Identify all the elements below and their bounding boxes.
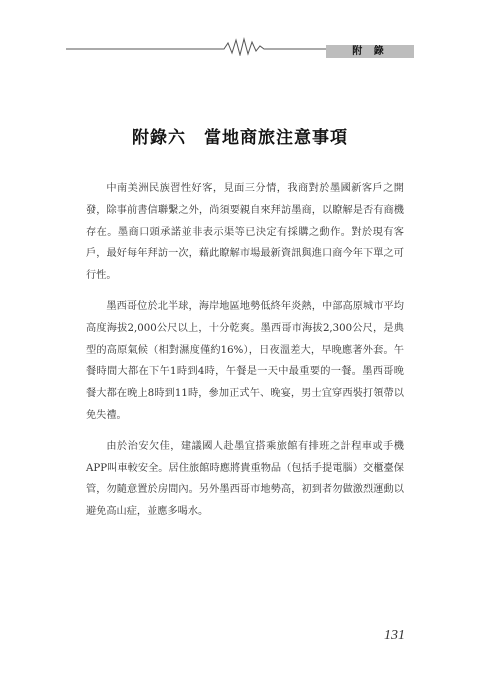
body-text: [86, 178, 404, 532]
paragraph-1: 中南美洲民族習性好客，見面三分情，我商對於墨國新客戶之開發，除事前書信聯繫之外，尚須要親自來拜訪墨商，以瞭解是否有商機存在。墨商口頭承諾並非表示渠等已決定有採購之動作。對於現有客戶，最好每年拜訪一次，藉此瞭解市場最新資訊與進口商今年下單之可行性。: [86, 183, 404, 282]
page-title: 附錄六 當地商旅注意事項: [132, 128, 348, 148]
paragraph-2: 墨西哥位於北半球，海岸地區地勢低終年炎熱，中部高原城市平均高度海拔2,000公尺以上，十分乾爽。墨西哥市海拔2,300公尺，是典型的高原氣候（相對濕度僅約16%），日夜溫差大，早晚應著外套。午餐時間大都在下午1時到4時，午餐是一天中最重要的一餐。墨西哥晚餐大都在晚上8時到11時，參加正式午、晚宴，男士宜穿西裝打領帶以免失禮。: [86, 300, 404, 421]
page-number: 131: [384, 628, 405, 643]
paragraph-3: 由於治安欠佳，建議國人赴墨宜搭乘旅館有排班之計程車或手機APP叫車較安全。居住旅館時應將貴重物品（包括手提電腦）交櫃臺保管，勿隨意置於房間內。另外墨西哥市地勢高，初到者勿做激烈運動以避免高山症，並應多喝水。: [86, 440, 404, 518]
section-tag: 附 錄: [326, 45, 414, 58]
